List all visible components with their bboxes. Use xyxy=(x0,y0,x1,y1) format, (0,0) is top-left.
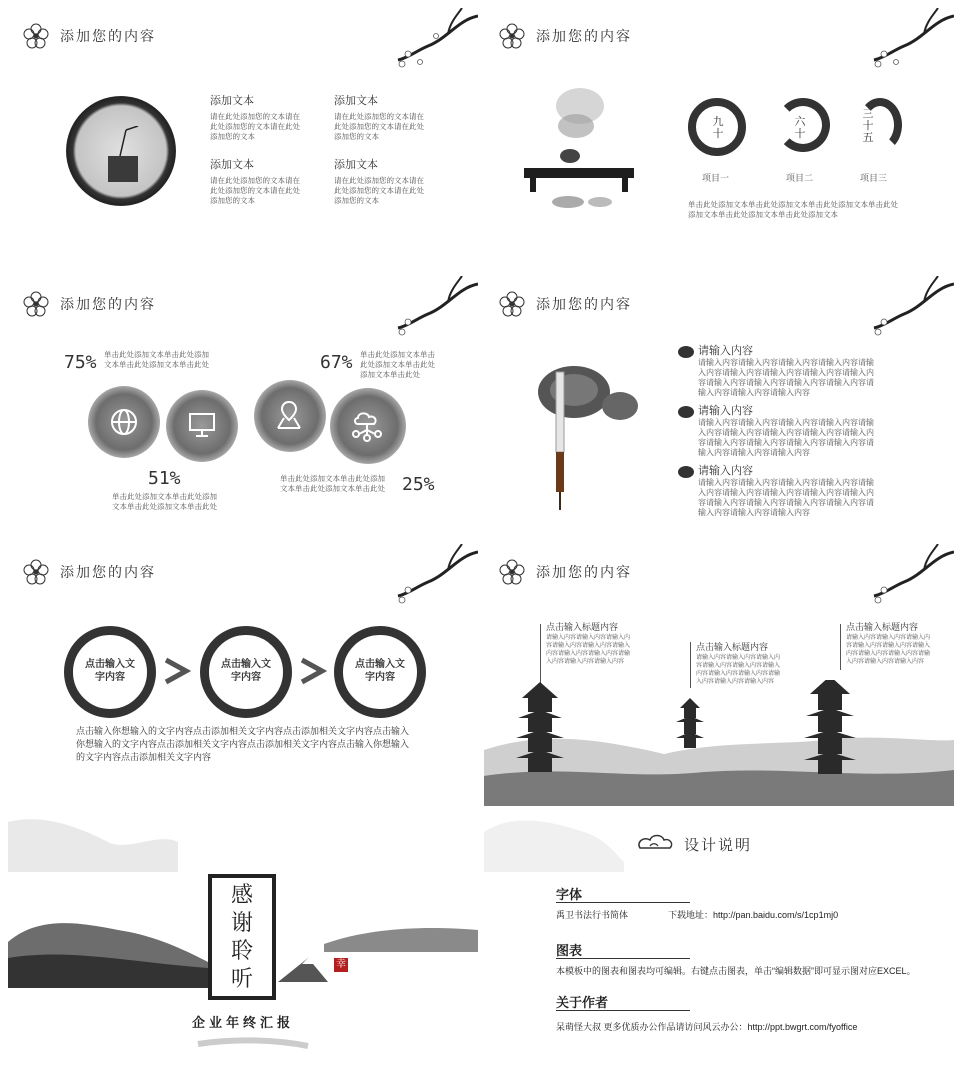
percent-text: 单击此处添加文本单击此处添加文本单击此处添加文本单击此处 xyxy=(112,492,217,511)
percent-text: 单击此处添加文本单击此处添加文本单击此处添加文本单击此处 xyxy=(280,474,385,493)
design-notes-title: 设计说明 xyxy=(684,837,753,854)
block-title: 添加文本 xyxy=(210,158,254,171)
thanks-char: 听 xyxy=(230,967,253,992)
divider xyxy=(556,902,690,903)
item-body: 请输入内容请输入内容请输入内容请输入内容请输入内容请输入内容请输入内容请输入内容请输入内容请输入内容请输入内容请输入内容请输入内容请输入内容请输入内容请输入内容 xyxy=(698,418,874,457)
divider xyxy=(556,1010,690,1011)
font-name: 禹卫书法行书简体 xyxy=(556,910,629,920)
slide-title: 添加您的内容 xyxy=(60,297,156,313)
ring-number: 六十 xyxy=(794,115,806,140)
step-text: 点击输入文字内容 xyxy=(85,659,135,683)
chevron-right-icon xyxy=(162,656,192,686)
item-title: 请输入内容 xyxy=(698,344,753,357)
slide-title: 添加您的内容 xyxy=(60,565,156,581)
slide-2[interactable] xyxy=(484,8,954,270)
plum-branch-icon xyxy=(388,8,478,78)
ink-dot-icon xyxy=(678,466,694,478)
thanks-char: 感 xyxy=(230,883,253,908)
ring-number: 九十 xyxy=(712,115,724,140)
globe-icon xyxy=(110,408,138,436)
thanks-char: 聆 xyxy=(230,939,253,964)
step-text: 点击输入文字内容 xyxy=(355,659,405,683)
percent-value: 75% xyxy=(64,352,97,373)
slide-3[interactable] xyxy=(8,276,478,538)
ink-dot-icon xyxy=(678,406,694,418)
block-body: 请在此处添加您的文本请在此处添加您的文本请在此处添加您的文本 xyxy=(210,176,300,205)
section-heading: 图表 xyxy=(556,943,583,958)
slide-5[interactable] xyxy=(8,544,478,806)
plum-flower-icon xyxy=(498,22,526,50)
item-label: 项目二 xyxy=(786,174,814,184)
subtitle: 企业年终汇报 xyxy=(192,1016,295,1031)
ink-wash-corner-illustration xyxy=(484,812,624,892)
author-note[interactable]: 呆萌怪大叔 更多优质办公作品请访问风云办公：http://ppt.bwgrt.com/fyoffice xyxy=(556,1022,858,1032)
percent-value: 51% xyxy=(148,468,181,489)
pagoda-landscape-illustration xyxy=(484,680,954,806)
item-body: 请输入内容请输入内容请输入内容请输入内容请输入内容请输入内容请输入内容请输入内容请输入内容请输入内容请输入内容 xyxy=(696,654,781,685)
body-text: 单击此处添加文本单击此处添加文本单击此处添加文本单击此处添加文本单击此处添加文本单击此处添加文本 xyxy=(688,200,898,219)
section-heading: 关于作者 xyxy=(556,995,609,1010)
item-title: 请输入内容 xyxy=(698,404,753,417)
percent-text: 单击此处添加文本单击此处添加文本单击此处添加文本单击此处 xyxy=(360,350,435,379)
monitor-icon xyxy=(188,412,216,438)
slide-title: 添加您的内容 xyxy=(536,29,632,45)
auspicious-cloud-icon xyxy=(636,832,674,856)
block-title: 添加文本 xyxy=(334,158,378,171)
item-label: 项目三 xyxy=(860,174,888,184)
percent-value: 25% xyxy=(402,474,435,495)
plum-branch-icon xyxy=(388,276,478,346)
red-seal-stamp: 幸 xyxy=(336,959,346,970)
slide-1[interactable] xyxy=(8,8,478,270)
block-body: 请在此处添加您的文本请在此处添加您的文本请在此处添加您的文本 xyxy=(334,176,424,205)
item-title: 点击输入标题内容 xyxy=(846,623,919,633)
plum-flower-icon xyxy=(22,290,50,318)
item-label: 项目一 xyxy=(702,174,730,184)
slide-title: 添加您的内容 xyxy=(536,565,632,581)
block-title: 添加文本 xyxy=(210,94,254,107)
slide-8[interactable] xyxy=(484,812,954,1074)
item-title: 请输入内容 xyxy=(698,464,753,477)
plum-flower-icon xyxy=(22,558,50,586)
slide-6[interactable] xyxy=(484,544,954,806)
tea-set-icon xyxy=(520,76,640,216)
percent-value: 67% xyxy=(320,352,353,373)
block-title: 添加文本 xyxy=(334,94,378,107)
block-body: 请在此处添加您的文本请在此处添加您的文本请在此处添加您的文本 xyxy=(210,112,300,141)
block-body: 请在此处添加您的文本请在此处添加您的文本请在此处添加您的文本 xyxy=(334,112,424,141)
item-title: 点击输入标题内容 xyxy=(696,643,769,653)
plum-branch-icon xyxy=(864,8,954,78)
chevron-right-icon xyxy=(298,656,328,686)
plum-flower-icon xyxy=(498,558,526,586)
font-download-link[interactable]: 下载地址：http://pan.baidu.com/s/1cp1mj0 xyxy=(668,910,839,920)
slide-title: 添加您的内容 xyxy=(536,297,632,313)
item-title: 点击输入标题内容 xyxy=(546,623,619,633)
slide-4[interactable] xyxy=(484,276,954,538)
percent-text: 单击此处添加文本单击此处添加文本单击此处添加文本单击此处 xyxy=(104,350,209,369)
pointer-line xyxy=(840,624,841,670)
pointer-line xyxy=(540,624,541,684)
item-body: 请输入内容请输入内容请输入内容请输入内容请输入内容请输入内容请输入内容请输入内容请输入内容请输入内容请输入内容 xyxy=(546,634,631,665)
slide-7[interactable] xyxy=(8,812,478,1074)
vase-icon xyxy=(100,126,150,186)
plum-flower-icon xyxy=(498,290,526,318)
plum-branch-icon xyxy=(388,544,478,614)
thanks-char: 谢 xyxy=(230,911,253,936)
item-body: 请输入内容请输入内容请输入内容请输入内容请输入内容请输入内容请输入内容请输入内容请输入内容请输入内容请输入内容请输入内容请输入内容请输入内容请输入内容请输入内容 xyxy=(698,478,874,517)
step-text: 点击输入文字内容 xyxy=(221,659,271,683)
map-pin-icon xyxy=(274,400,304,430)
chart-note: 本模板中的图表和图表均可编辑。右键点击图表，单击“编辑数据”即可显示图对应EXCEL。 xyxy=(556,966,916,976)
plum-branch-icon xyxy=(864,544,954,614)
inkstone-brush-icon xyxy=(534,352,644,512)
ink-dot-icon xyxy=(678,346,694,358)
thanks-text xyxy=(224,882,260,994)
slide-title: 添加您的内容 xyxy=(60,29,156,45)
ring-number: 三十五 xyxy=(862,107,874,144)
body-text: 点击输入你想输入的文字内容点击添加相关文字内容点击添加相关文字内容点击输入你想输入的文字内容点击添加相关文字内容点击添加相关文字内容点击输入你想输入的文字内容点击添加相关文字内容 xyxy=(76,727,410,763)
item-body: 请输入内容请输入内容请输入内容请输入内容请输入内容请输入内容请输入内容请输入内容请输入内容请输入内容请输入内容请输入内容请输入内容请输入内容请输入内容请输入内容 xyxy=(698,358,874,397)
divider xyxy=(556,958,690,959)
plum-branch-icon xyxy=(864,276,954,346)
cloud-network-icon xyxy=(350,408,384,442)
item-body: 请输入内容请输入内容请输入内容请输入内容请输入内容请输入内容请输入内容请输入内容请输入内容请输入内容请输入内容 xyxy=(846,634,931,665)
section-heading: 字体 xyxy=(556,887,583,902)
plum-flower-icon xyxy=(22,22,50,50)
